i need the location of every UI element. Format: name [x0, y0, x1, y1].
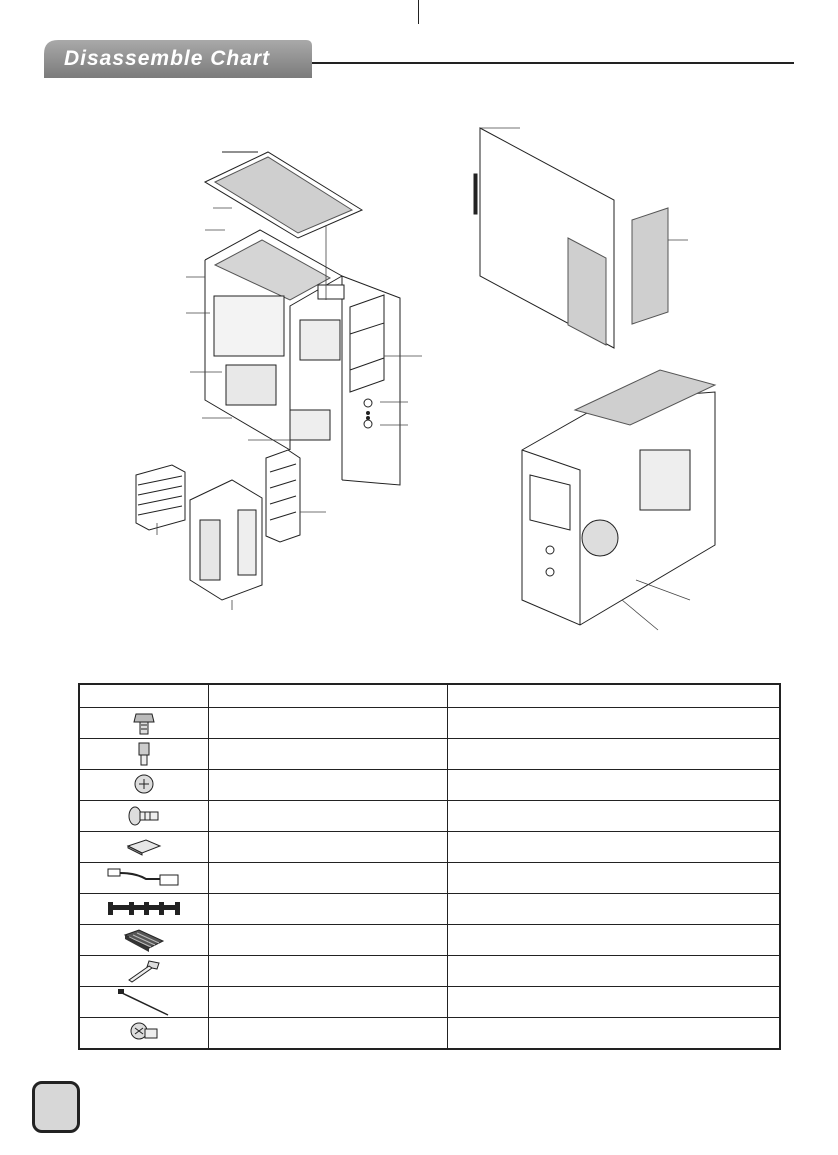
- long-screw-icon: [119, 958, 169, 984]
- side-panel: [474, 128, 614, 348]
- chassis-rear: [522, 370, 715, 625]
- adapter-cable-icon: [106, 865, 182, 891]
- part-name: [208, 956, 447, 987]
- part-qty: [447, 1018, 780, 1050]
- hdd-cage: [190, 480, 262, 600]
- part-qty: [447, 708, 780, 739]
- table-row: [79, 894, 780, 925]
- part-qty: [447, 739, 780, 770]
- cable-strap-icon: [104, 896, 184, 922]
- round-head-screw-icon: [127, 772, 161, 798]
- thermal-pad-icon: [122, 834, 166, 860]
- part-qty: [447, 801, 780, 832]
- thumb-screw-icon: [127, 710, 161, 736]
- drive-cage-small: [136, 465, 185, 530]
- part-name: [208, 739, 447, 770]
- part-name: [208, 863, 447, 894]
- crop-mark: [418, 0, 419, 24]
- knurled-screw-icon: [127, 1020, 161, 1046]
- table-row: [79, 739, 780, 770]
- part-qty: [447, 894, 780, 925]
- standoff-icon: [127, 741, 161, 767]
- part-name: [208, 987, 447, 1018]
- page-number-badge: [32, 1081, 80, 1133]
- column-header: [208, 684, 447, 708]
- flat-head-screw-icon: [124, 803, 164, 829]
- part-qty: [447, 925, 780, 956]
- table-row: [79, 1018, 780, 1050]
- column-header: [447, 684, 780, 708]
- column-header: [79, 684, 208, 708]
- table-header-row: [79, 684, 780, 708]
- parts-table: [78, 683, 781, 1050]
- part-qty: [447, 987, 780, 1018]
- header-rule: [312, 62, 794, 64]
- table-row: [79, 708, 780, 739]
- chassis-main: [205, 230, 400, 485]
- part-name: [208, 708, 447, 739]
- table-row: [79, 801, 780, 832]
- page-title: Disassemble Chart: [64, 47, 271, 70]
- part-name: [208, 832, 447, 863]
- part-qty: [447, 956, 780, 987]
- heatsink-icon: [119, 927, 169, 953]
- table-row: [79, 770, 780, 801]
- side-brackets: [266, 450, 300, 542]
- part-name: [208, 1018, 447, 1050]
- table-row: [79, 987, 780, 1018]
- part-name: [208, 894, 447, 925]
- table-row: [79, 832, 780, 863]
- part-name: [208, 925, 447, 956]
- table-row: [79, 863, 780, 894]
- part-qty: [447, 863, 780, 894]
- filter-panel: [632, 208, 668, 324]
- part-qty: [447, 832, 780, 863]
- table-row: [79, 956, 780, 987]
- cable-tie-icon: [114, 987, 174, 1017]
- part-name: [208, 801, 447, 832]
- part-qty: [447, 770, 780, 801]
- table-row: [79, 925, 780, 956]
- part-name: [208, 770, 447, 801]
- top-mesh-panel: [205, 152, 362, 238]
- disassembly-diagram: [0, 80, 838, 660]
